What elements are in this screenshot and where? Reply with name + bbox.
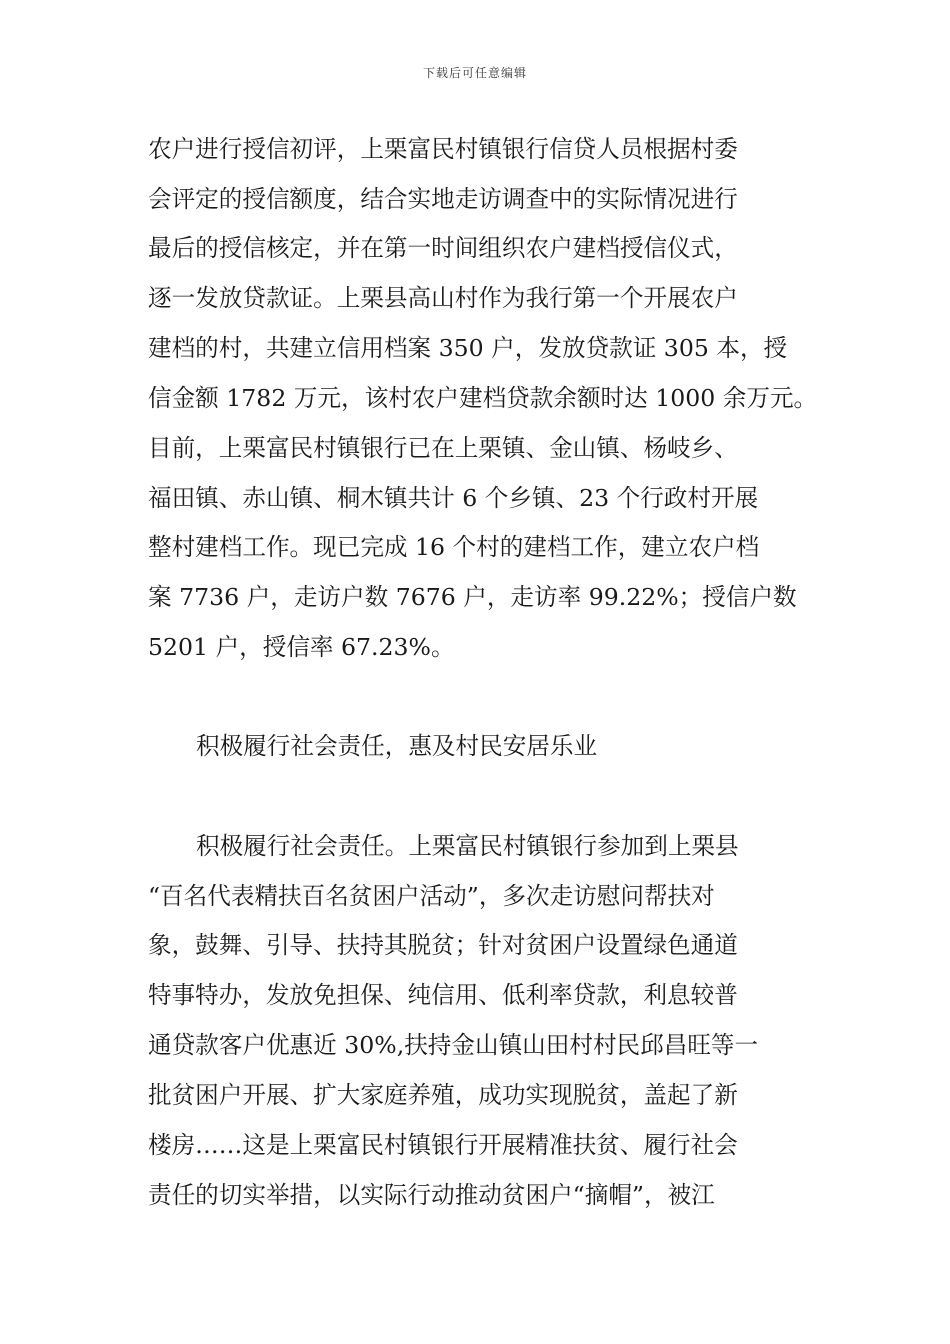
text-line: 象，鼓舞、引导、扶持其脱贫；针对贫困户设置绿色通道 <box>148 931 738 959</box>
text-line: 特事特办，发放免担保、纯信用、低利率贷款，利息较普 <box>148 981 738 1009</box>
text-line: 最后的授信核定，并在第一时间组织农户建档授信仪式， <box>148 234 738 262</box>
text-line: 福田镇、赤山镇、桐木镇共计 6 个乡镇、23 个行政村开展 <box>148 484 759 512</box>
section-heading: 积极履行社会责任，惠及村民安居乐业 <box>196 732 598 760</box>
text-line: 目前，上栗富民村镇银行已在上栗镇、金山镇、杨岐乡、 <box>148 434 738 462</box>
text-line: 责任的切实举措，以实际行动推动贫困户“摘帽”，被江 <box>148 1181 715 1209</box>
text-line: 信金额 1782 万元，该村农户建档贷款余额时达 1000 余万元。 <box>148 384 818 412</box>
text-line: 农户进行授信初评，上栗富民村镇银行信贷人员根据村委 <box>148 135 738 163</box>
text-line: “百名代表精扶百名贫困户活动”，多次走访慰问帮扶对 <box>148 882 715 910</box>
text-line: 通贷款客户优惠近 30%,扶持金山镇山田村村民邱昌旺等一 <box>148 1031 759 1059</box>
text-line: 楼房……这是上栗富民村镇银行开展精准扶贫、履行社会 <box>148 1131 738 1159</box>
page-header: 下载后可任意编辑 <box>422 66 527 80</box>
text-line: 5201 户，授信率 67.23%。 <box>148 633 455 661</box>
text-line: 建档的村，共建立信用档案 350 户，发放贷款证 305 本，授 <box>148 334 788 362</box>
text-line: 会评定的授信额度，结合实地走访调查中的实际情况进行 <box>148 185 738 213</box>
text-line: 积极履行社会责任。上栗富民村镇银行参加到上栗县 <box>196 832 739 860</box>
text-line: 逐一发放贷款证。上栗县高山村作为我行第一个开展农户 <box>148 284 738 312</box>
text-line: 批贫困户开展、扩大家庭养殖，成功实现脱贫，盖起了新 <box>148 1081 738 1109</box>
text-line: 整村建档工作。现已完成 16 个村的建档工作，建立农户档 <box>148 533 760 561</box>
text-line: 案 7736 户，走访户数 7676 户，走访率 99.22%；授信户数 <box>148 583 797 611</box>
